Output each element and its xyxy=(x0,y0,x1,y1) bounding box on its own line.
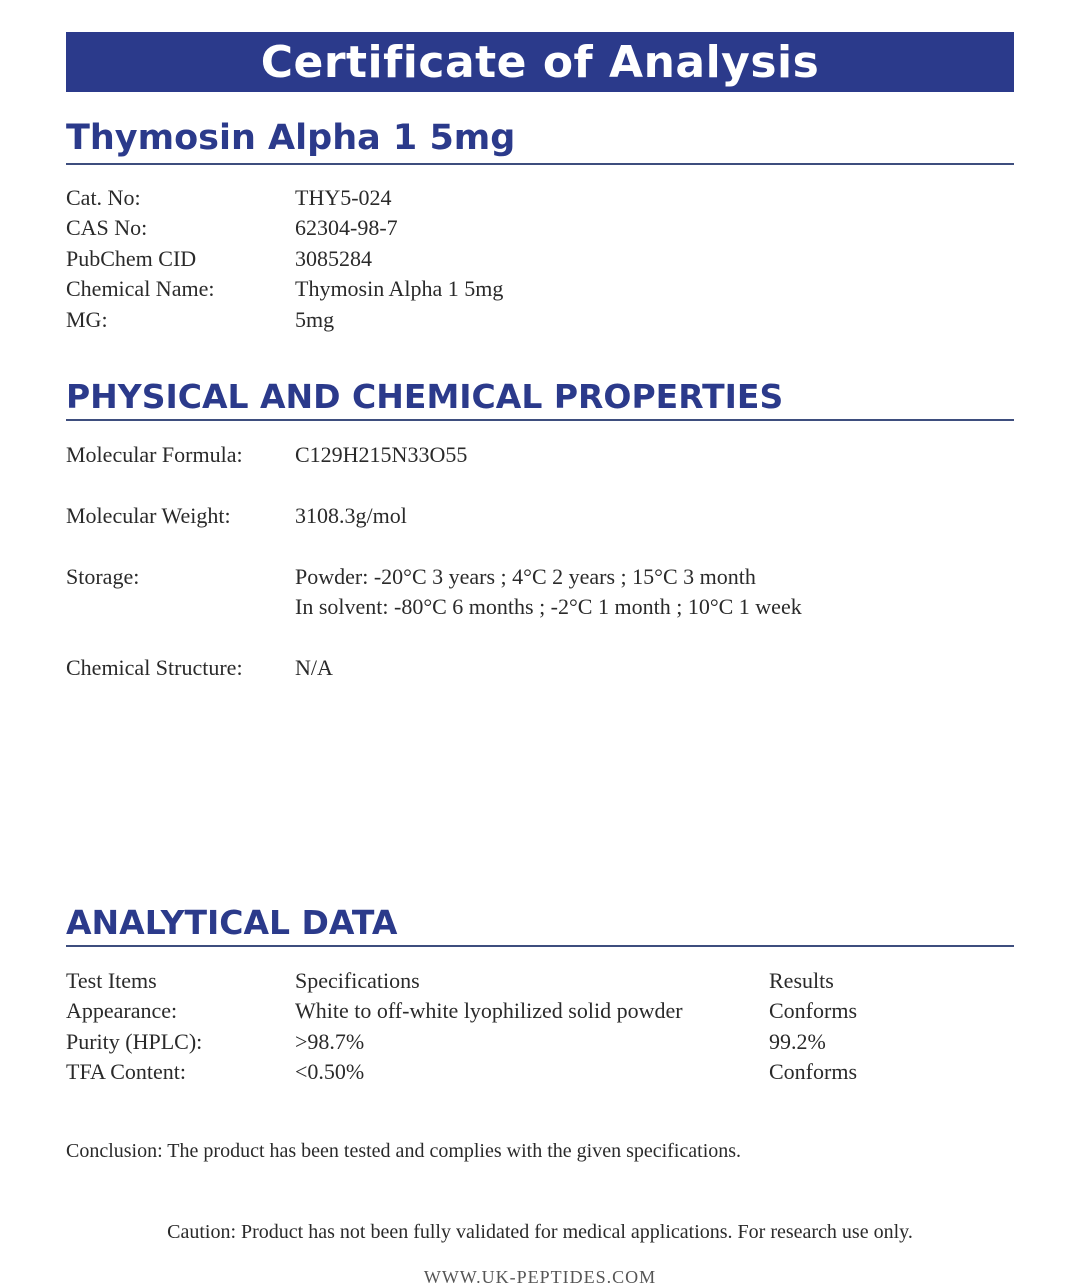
field-label: Chemical Name: xyxy=(66,276,215,301)
test-item: TFA Content: xyxy=(66,1059,186,1084)
field-value: THY5-024 xyxy=(295,185,392,210)
result: 99.2% xyxy=(769,1029,826,1054)
column-header: Test Items xyxy=(66,968,157,993)
field-value: 62304-98-7 xyxy=(295,215,398,240)
result: Conforms xyxy=(769,1059,857,1084)
column-header: Results xyxy=(769,968,834,993)
formula-label: Molecular Formula: xyxy=(66,442,243,467)
footer-website: WWW.UK-PEPTIDES.COM xyxy=(423,1267,657,1287)
conclusion-text: Conclusion: The product has been tested and complies with the given specifications. xyxy=(66,1140,742,1162)
weight-value: 3108.3g/mol xyxy=(295,503,407,528)
divider xyxy=(66,419,1014,421)
divider xyxy=(66,945,1014,947)
field-value: 3085284 xyxy=(295,246,372,271)
caution-text: Caution: Product has not been fully validated for medical applications. For research use only. xyxy=(167,1221,913,1243)
result: Conforms xyxy=(769,998,857,1023)
specification: White to off-white lyophilized solid powder xyxy=(295,998,683,1023)
test-item: Appearance: xyxy=(66,998,178,1023)
field-label: MG: xyxy=(66,307,108,332)
storage-powder: Powder: -20°C 3 years ; 4°C 2 years ; 15°C 3 month xyxy=(295,564,756,589)
document-title: Certificate of Analysis xyxy=(260,36,820,88)
storage-label: Storage: xyxy=(66,564,140,589)
field-value: Thymosin Alpha 1 5mg xyxy=(295,276,504,301)
title-banner xyxy=(66,32,1014,92)
structure-value: N/A xyxy=(295,655,333,680)
field-label: PubChem CID xyxy=(66,246,197,271)
analytical-heading: ANALYTICAL DATA xyxy=(66,903,398,942)
field-value: 5mg xyxy=(295,307,335,332)
field-label: CAS No: xyxy=(66,215,148,240)
specification: >98.7% xyxy=(295,1029,365,1054)
storage-solvent: In solvent: -80°C 6 months ; -2°C 1 month ; 10°C 1 week xyxy=(295,594,802,619)
structure-label: Chemical Structure: xyxy=(66,655,243,680)
column-header: Specifications xyxy=(295,968,420,993)
formula-value: C129H215N33O55 xyxy=(295,442,468,467)
field-label: Cat. No: xyxy=(66,185,141,210)
product-name: Thymosin Alpha 1 5mg xyxy=(66,118,516,158)
divider xyxy=(66,163,1014,165)
specification: <0.50% xyxy=(295,1059,365,1084)
weight-label: Molecular Weight: xyxy=(66,503,231,528)
properties-heading: PHYSICAL AND CHEMICAL PROPERTIES xyxy=(66,377,784,416)
test-item: Purity (HPLC): xyxy=(66,1029,203,1054)
